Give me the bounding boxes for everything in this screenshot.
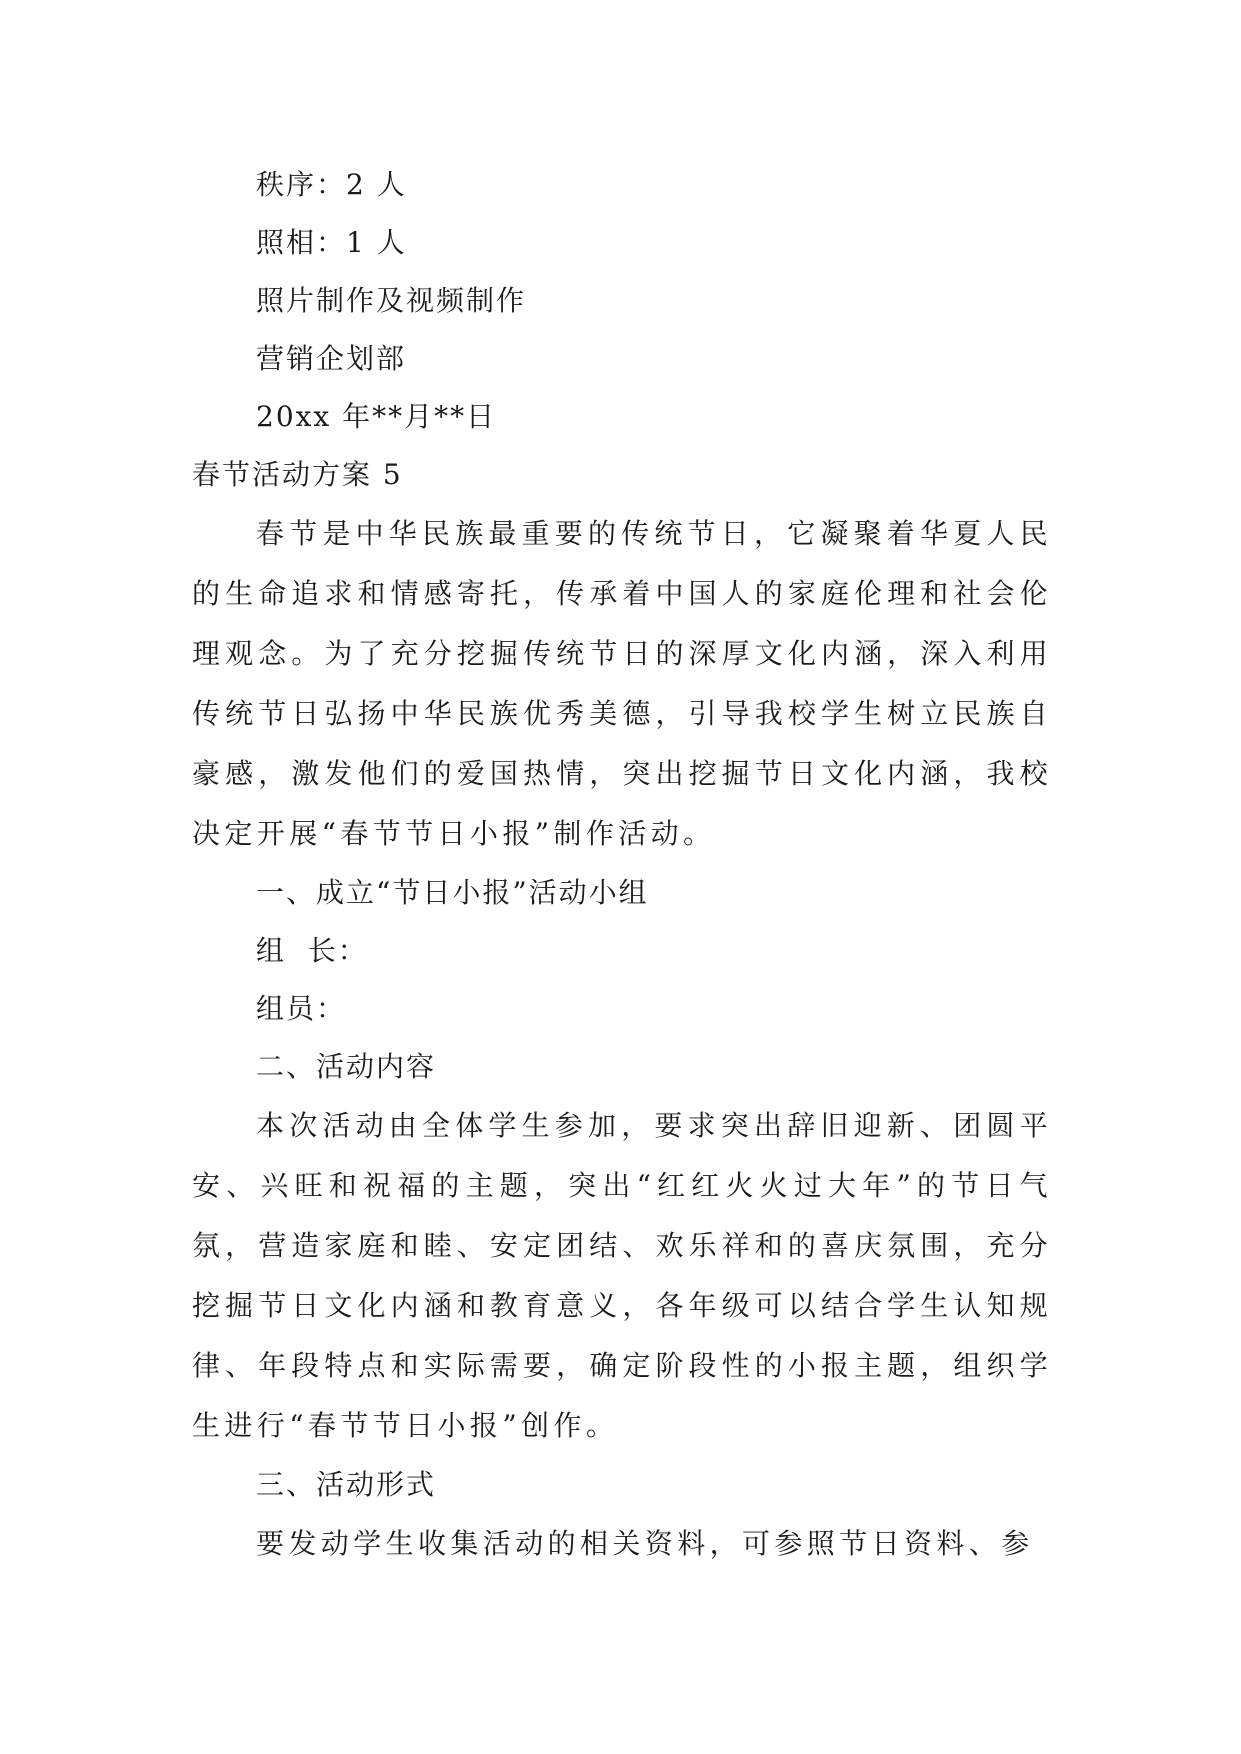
group-heading: 一、成立“节日小报”活动小组 [256,876,649,909]
group-leader-line: 组 长： [256,934,368,967]
form-heading: 三、活动形式 [256,1468,437,1501]
group-members-line: 组员： [256,992,347,1025]
content-paragraph: 本次活动由全体学生参加，要求突出辞旧迎新、团圆平安、兴旺和祝福的主题，突出“红红火火过大年”的节日气氛，营造家庭和睦、安定团结、欢乐祥和的喜庆氛围，充分挖掘节日文化内涵和教育意义，各年级可以结合学生认知规律、年段特点和实际需要，确定阶段性的小报主题，组织学生进行“春节节日小报”创作。 [192,1109,1052,1442]
form-paragraph: 要发动学生收集活动的相关资料，可参照节日资料、参 [256,1527,1034,1560]
content-heading: 二、活动内容 [256,1050,437,1083]
section-title: 春节活动方案 5 [192,458,403,491]
intro-paragraph: 春节是中华民族最重要的传统节日，它凝聚着华夏人民的生命追求和情感寄托，传承着中国人的家庭伦理和社会伦理观念。为了充分挖掘传统节日的深厚文化内涵，深入利用传统节日弘扬中华民族优秀美德，引导我校学生树立民族自豪感，激发他们的爱国热情，突出挖掘节日文化内涵，我校决定开展“春节节日小报”制作活动。 [192,517,1052,850]
order-staff-line: 秩序：2 人 [256,168,407,201]
department-signature: 营销企划部 [256,342,407,375]
document-body [192,156,1052,1574]
date-line: 20xx 年**月**日 [256,400,497,433]
media-production-line: 照片制作及视频制作 [256,284,527,317]
photo-staff-line: 照相：1 人 [256,226,407,259]
